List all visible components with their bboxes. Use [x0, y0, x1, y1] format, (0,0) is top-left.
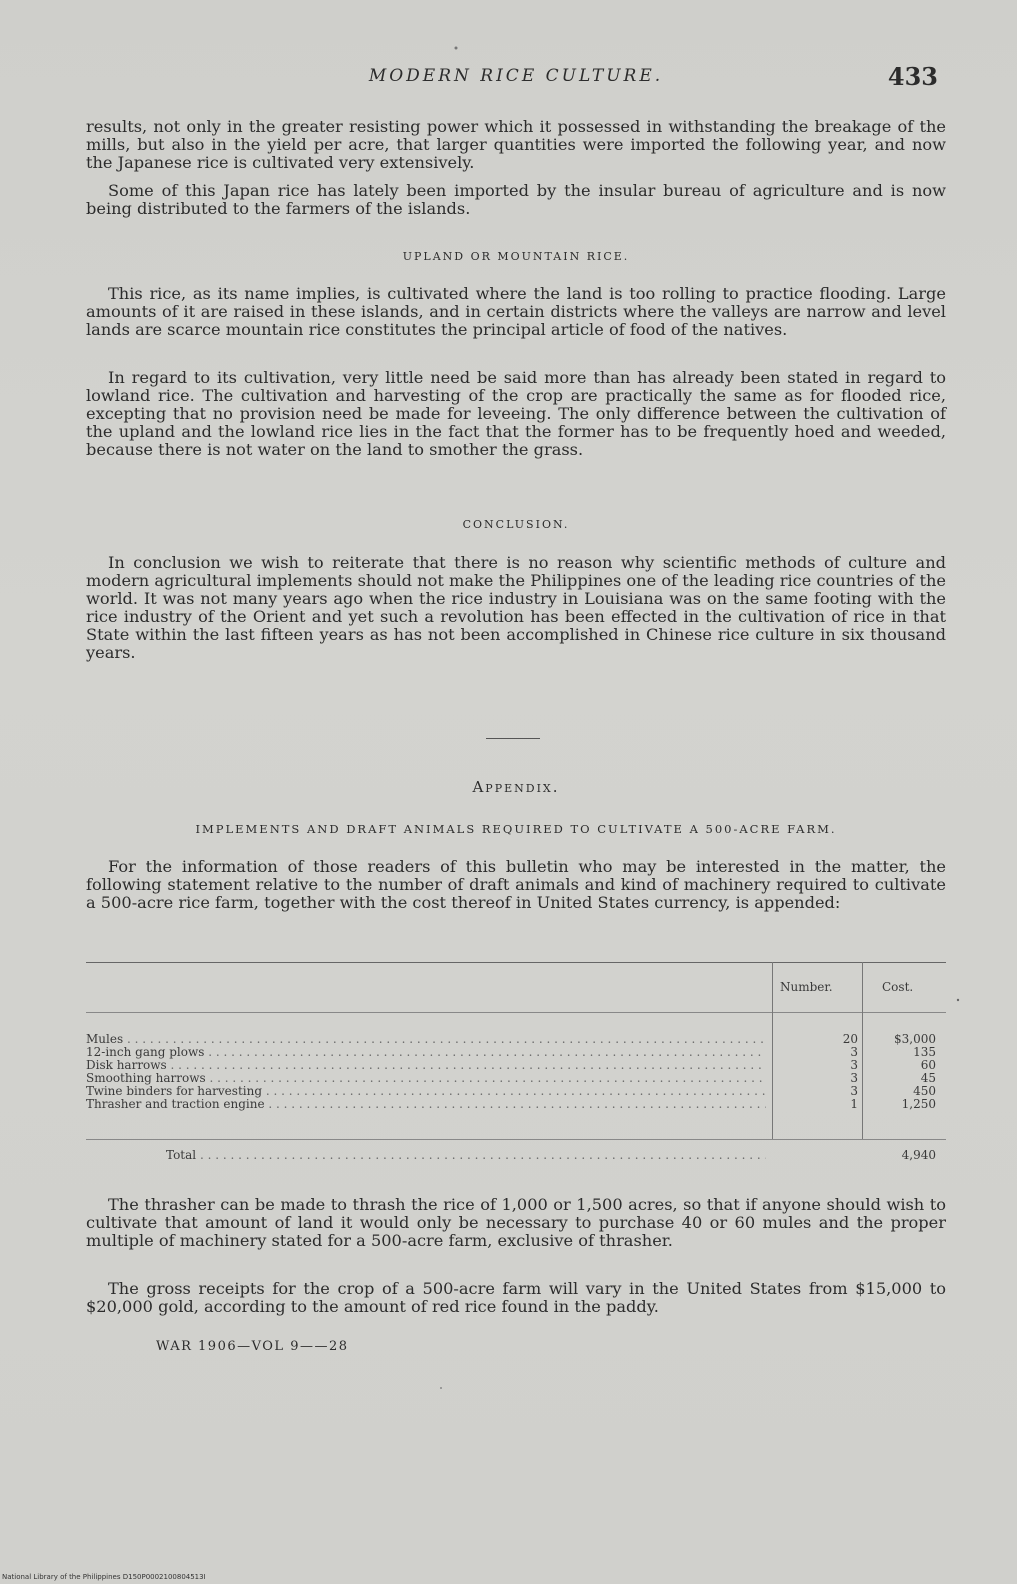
paragraph-gross-receipts: The gross receipts for the crop of a 500-acre farm will vary in the United States from $15,000 to $20,000 gold, according to the amount of red rice found in the paddy. — [86, 1279, 946, 1316]
table-cell-cost: 45 — [920, 1071, 936, 1085]
paragraph-appendix-intro: For the information of those readers of this bulletin who may be interested in the matter, the following statement relative to the number of draft animals and kind of machinery required to cultivate a 500-acre rice farm, together with the cost thereof in United States currency, is appended: — [86, 857, 946, 912]
speck — [957, 999, 959, 1001]
table-total-label: Total . . . — [86, 1148, 766, 1162]
table-header-number: Number. — [780, 980, 833, 994]
table-cell-item: Mules . . . — [86, 1032, 766, 1046]
library-credit: National Library of the Philippines D150P0002100804513I — [2, 1573, 206, 1581]
table-row — [86, 1084, 946, 1097]
table-cell-item: Thrasher and traction engine . . . — [86, 1097, 766, 1111]
page-header — [86, 62, 946, 92]
table-row — [86, 1045, 946, 1058]
table-cell-number: 1 — [850, 1097, 858, 1111]
paragraph-japanese-rice: results, not only in the greater resisting power which it possessed in withstanding the breakage of the mills, but also in the yield per acre, that larger quantities were imported the following year, and now the Japanese rice is cultivated very extensively. — [86, 117, 946, 172]
table-cell-number: 3 — [850, 1045, 858, 1059]
paragraph-upland-cultivation: In regard to its cultivation, very little need be said more than has already been stated in regard to lowland rice. The cultivation and harvesting of the crop are practically the same as for flooded rice, excepting that no provision need be made for leveeing. The only difference between the cultivation of the upland and the lowland rice lies in the fact that the former has to be frequently hoed and weeded, because there is not water on the land to smother the grass. — [86, 368, 946, 459]
table-cell-item: Smoothing harrows . . . — [86, 1071, 766, 1085]
heading-upland-rice: UPLAND OR MOUNTAIN RICE. — [402, 250, 630, 263]
running-head: MODERN RICE CULTURE. — [368, 66, 664, 86]
paragraph-conclusion: In conclusion we wish to reiterate that there is no reason why scientific methods of culture and modern agricultural implements should not make the Philippines one of the leading rice countries of the world. It was not many years ago when the rice industry in Louisiana was on the same footing with the rice industry of the Orient and yet such a revolution has been effected in the cultivation of rice in that State within the last fifteen years as has not been accomplished in Chinese rice culture in six thousand years. — [86, 553, 946, 662]
table-cell-cost: 450 — [913, 1084, 936, 1098]
speck — [455, 47, 458, 50]
table-cell-cost: 60 — [920, 1058, 936, 1072]
table-cell-cost: 1,250 — [901, 1097, 936, 1111]
table-row — [86, 1058, 946, 1071]
paragraph-upland-rice: This rice, as its name implies, is cultivated where the land is too rolling to practice flooding. Large amounts of it are raised in these islands, and in certain districts where the valleys are narrow and level lands are scarce mountain rice constitutes the principal article of food of the natives. — [86, 284, 946, 339]
table-header-rule — [86, 1012, 946, 1013]
table-cell-number: 3 — [850, 1071, 858, 1085]
appendix-subtitle: IMPLEMENTS AND DRAFT ANIMALS REQUIRED TO CULTIVATE A 500-ACRE FARM. — [195, 822, 837, 836]
paragraph-japan-rice-imported: Some of this Japan rice has lately been imported by the insular bureau of agriculture and is now being distributed to the farmers of the islands. — [86, 181, 946, 218]
section-divider — [486, 738, 540, 739]
table-cell-number: 20 — [842, 1032, 858, 1046]
implements-cost-table — [86, 962, 946, 1172]
table-cell-cost: 135 — [913, 1045, 936, 1059]
speck — [440, 1387, 442, 1389]
signature-mark: WAR 1906—VOL 9——28 — [156, 1339, 349, 1354]
table-header-cost: Cost. — [882, 980, 914, 994]
table-bottom-rule — [86, 1139, 946, 1140]
heading-conclusion: CONCLUSION. — [462, 518, 570, 531]
table-cell-item: 12-inch gang plows . . . — [86, 1045, 766, 1059]
table-cell-item: Twine binders for harvesting . . . — [86, 1084, 766, 1098]
table-cell-number: 3 — [850, 1058, 858, 1072]
table-cell-cost: $3,000 — [894, 1032, 936, 1046]
table-total-row — [86, 1148, 946, 1161]
table-top-rule — [86, 962, 946, 963]
table-cell-number: 3 — [850, 1084, 858, 1098]
page-number: 433 — [887, 62, 938, 91]
table-total-cost: 4,940 — [901, 1148, 936, 1162]
table-cell-item: Disk harrows . . . — [86, 1058, 766, 1072]
table-row — [86, 1097, 946, 1110]
paragraph-thrasher: The thrasher can be made to thrash the rice of 1,000 or 1,500 acres, so that if anyone should wish to cultivate that amount of land it would only be necessary to purchase 40 or 60 mules and the proper multiple of machinery stated for a 500-acre farm, exclusive of thrasher. — [86, 1195, 946, 1250]
table-row — [86, 1032, 946, 1045]
table-row — [86, 1071, 946, 1084]
appendix-title: Appendix. — [472, 778, 560, 796]
